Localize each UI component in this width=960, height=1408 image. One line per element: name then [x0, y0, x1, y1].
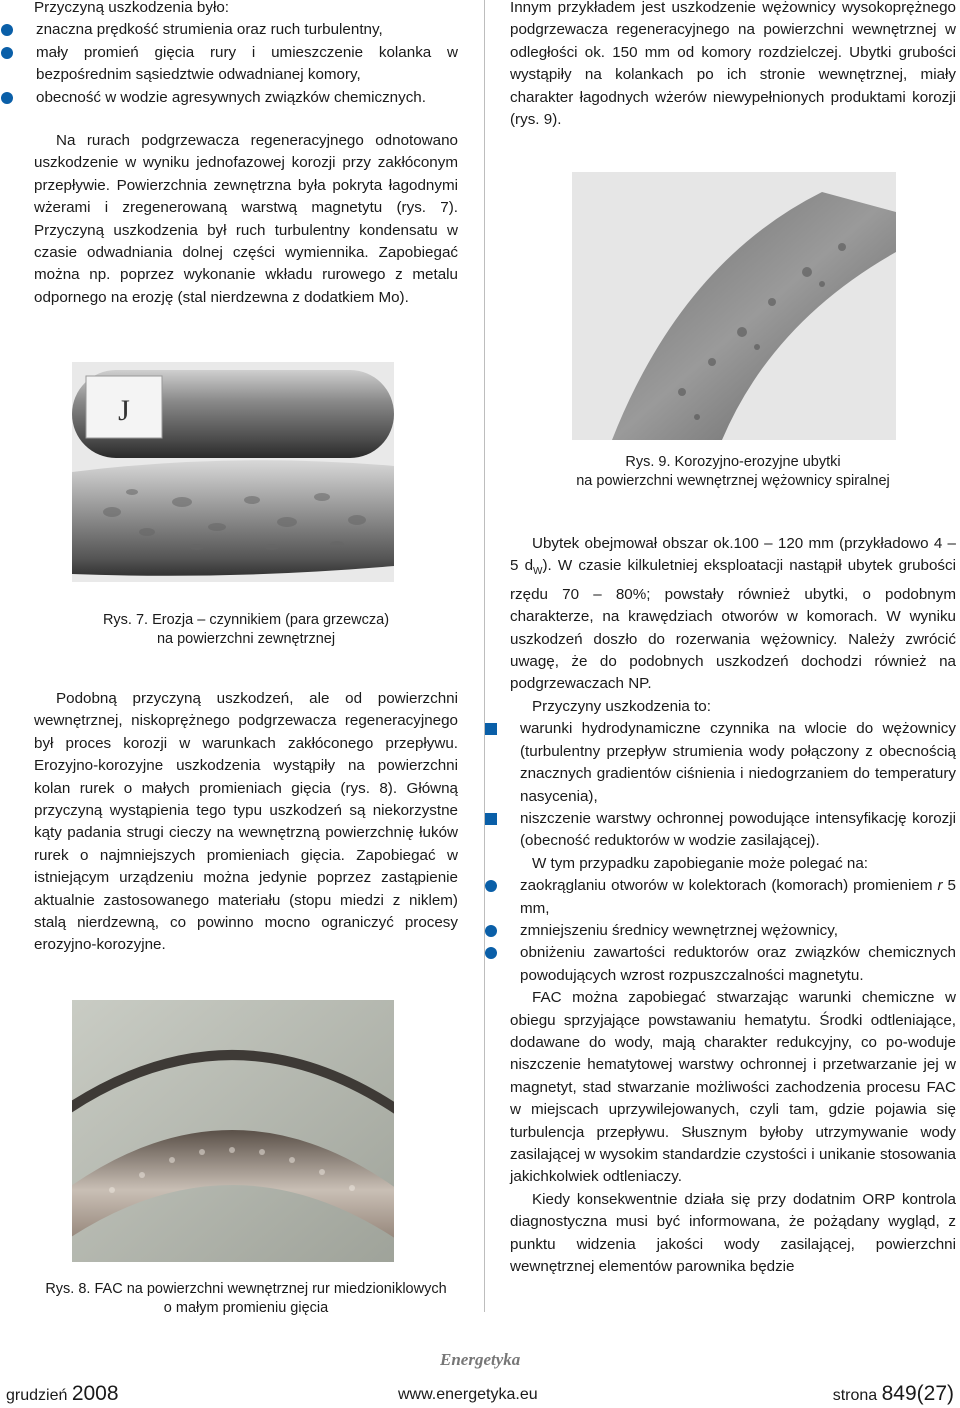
- footer-page-number: 849(27): [881, 1382, 954, 1405]
- column-divider: [484, 0, 485, 1312]
- text-run: Ubytek obejmował obszar ok.100 – 120 mm (przykładowo 4 – 5 d: [510, 535, 956, 575]
- figure-7-photo: [72, 362, 394, 582]
- paragraph: Innym przykładem jest uszkodzenie wężownicy wysokoprężnego podgrzewacza regeneracyjnego na powierzchni wewnętrznej w odległości ok. 150 mm od komory rozdzielczej. Ubytki grubości wystąpiły na kolankach po ich stronie wewnętrznej, miały charakter łagodnych wżerów niewypełnionych produktami korozji (rys. 9).: [510, 0, 956, 129]
- paragraph: Na rurach podgrzewacza regeneracyjnego odnotowano uszkodzenie w wyniku jednofazowej korozji przy zakłóconym przepływie. Powierzchnia zewnętrzna była pokryta łagodnymi wżerami i zregenerowaną warstwą magnetytu (rys. 7). Przyczyną uszkodzenia był ruch turbulentny kondensatu w czasie odwadniania dolnej części wymiennika. Zapobiegać można np. poprzez wykonanie wkładu rurowego z metalu odpornego na erozję (stal nierdzewna z dodatkiem Mo).: [34, 132, 458, 306]
- caption-line: Rys. 7. Erozja – czynnikiem (para grzewcza): [102, 612, 390, 628]
- label-char: J: [118, 394, 130, 427]
- tube-bend-illustration: [72, 1000, 394, 1262]
- footer-date: [6, 1382, 119, 1406]
- right-column-body: [510, 533, 956, 1278]
- list-item: obecność w wodzie agresywnych związków chemicznych.: [0, 87, 458, 109]
- list-item: [484, 875, 956, 920]
- caption-line: na powierzchni wewnętrznej wężownicy spiralnej: [576, 473, 890, 489]
- causes-list: [484, 718, 956, 852]
- coil-illustration: [572, 172, 896, 440]
- footer-page: [833, 1382, 954, 1406]
- footer-url[interactable]: www.energetyka.eu: [398, 1386, 538, 1403]
- left-column-top: [34, 0, 458, 109]
- svg-text:Energetyka: Energetyka: [440, 1350, 521, 1369]
- figure-9-photo: [572, 172, 896, 440]
- text-run: zaokrąglaniu otworów w kolektorach (komorach) promieniem: [520, 877, 938, 895]
- figure-9-caption: [510, 453, 956, 491]
- prevention-intro: W tym przypadku zapobieganie może polegać na:: [532, 854, 869, 872]
- pipes-illustration: [72, 362, 394, 582]
- causes-intro: Przyczyny uszkodzenia to:: [532, 697, 711, 715]
- caption-line: Rys. 8. FAC na powierzchni wewnętrznej rur miedzioniklowych: [45, 1281, 447, 1297]
- radius-symbol: r: [937, 877, 943, 895]
- figure-7-caption: [34, 611, 458, 649]
- prevention-list: [484, 875, 956, 987]
- list-item: warunki hydrodynamiczne czynnika na wlocie do wężownicy (turbulentny przepływ strumienia wody połączony z obecnością znacznych gradientów ciśnienia i niedogrzaniem do temperatury nasycenia),: [484, 718, 956, 808]
- left-paragraph-2: [34, 688, 458, 957]
- paragraph: FAC można zapobiegać stwarzając warunki chemiczne w obiegu sprzyjające powstawaniu hematytu. Środki odtleniające, dodawane do wody, mają charakter redukcyjny, co po-woduje niszczenie hematytowej warstwy ochronnej i przetwarzanie jej w magnetyt, stad stwarzanie możliwości zachodzenia procesu FAC w miejscach uprzywilejowanych, czyli tam, gdzie pojawia się turbulencja przepływu. Słusznym byłoby utrzymywanie wody zasilającej w wysokim standardzie czystości i unikanie stosowania jakichkolwiek odtleniaczy.: [510, 989, 956, 1186]
- footer-month: grudzień: [6, 1387, 68, 1404]
- right-paragraph-1: [510, 0, 956, 131]
- list-item: znaczna prędkość strumienia oraz ruch turbulentny,: [0, 19, 458, 41]
- list-item: obniżeniu zawartości reduktorów oraz związków chemicznych powodujących wzrost rozpuszczalności magnetytu.: [484, 942, 956, 987]
- figure-8-photo: [72, 1000, 394, 1262]
- paragraph: [510, 533, 956, 696]
- figure-8-caption: [34, 1280, 458, 1318]
- causes-list: [0, 19, 458, 109]
- publisher-logo: [440, 1348, 530, 1370]
- text-run: 5 mm,: [520, 877, 956, 917]
- paragraph: Kiedy konsekwentnie działa się przy dodatnim ORP kontrola diagnostyczna musi być informowana, że pożądany wygląd, z punktu widzenia jakości wody zasilającej, powierzchni wewnętrznej elementów parownika będzie: [510, 1190, 956, 1276]
- logo-icon: [440, 1348, 530, 1370]
- footer-year: 2008: [71, 1382, 119, 1405]
- subscript: W: [533, 566, 543, 578]
- paragraph: Podobną przyczyną uszkodzeń, ale od powierzchni wewnętrznej, niskoprężnego podgrzewacza regeneracyjnego był proces korozji w warunkach zakłóconego przepływu. Erozyjno-korozyjne uszkodzenia wystąpiły na powierzchni kolan rurek o małych promieniach gięcia (rys. 8). Główną przyczyną wystąpienia tego typu uszkodzeń są niekorzystne kąty padania strugi cieczy na wewnętrzną powierzchnię łuków rurek o najmniejszych promieniach gięcia. Zapobiegać w istniejącym urządzeniu można jedynie poprzez zastąpienie aktualnie zastosowanego materiału (stopu miedzi z niklem) stalą nierdzewną, co powinno mocno ograniczyć procesy erozyjno-korozyjne.: [34, 690, 458, 954]
- footer-page-word: strona: [832, 1387, 878, 1404]
- list-item: mały promień gięcia rury i umieszczenie kolanka w bezpośrednim sąsiedztwie odwadnianej komory,: [0, 42, 458, 87]
- caption-line: o małym promieniu gięcia: [163, 1300, 329, 1316]
- caption-line: na powierzchni zewnętrznej: [156, 631, 336, 647]
- causes-intro: Przyczyną uszkodzenia było:: [34, 0, 229, 16]
- text-run: ). W czasie kilkuletniej eksploatacji nastąpił ubytek grubości rzędu 70 – 80%; powstały również ubytki, o podobnym charakterze, na krawędziach otworów w komorach. W wyniku uszkodzeń doszło do rozerwania wężownicy. Należy zwrócić uwagę, że do podobnych uszkodzeń dochodzi również na podgrzewaczach NP.: [510, 557, 956, 693]
- list-item: niszczenie warstwy ochronnej powodujące intensyfikację korozji (obecność reduktorów w wodzie zasilającej).: [484, 808, 956, 853]
- caption-line: Rys. 9. Korozyjno-erozyjne ubytki: [625, 454, 841, 470]
- left-paragraph-1: [34, 130, 458, 309]
- list-item: zmniejszeniu średnicy wewnętrznej wężownicy,: [484, 920, 956, 942]
